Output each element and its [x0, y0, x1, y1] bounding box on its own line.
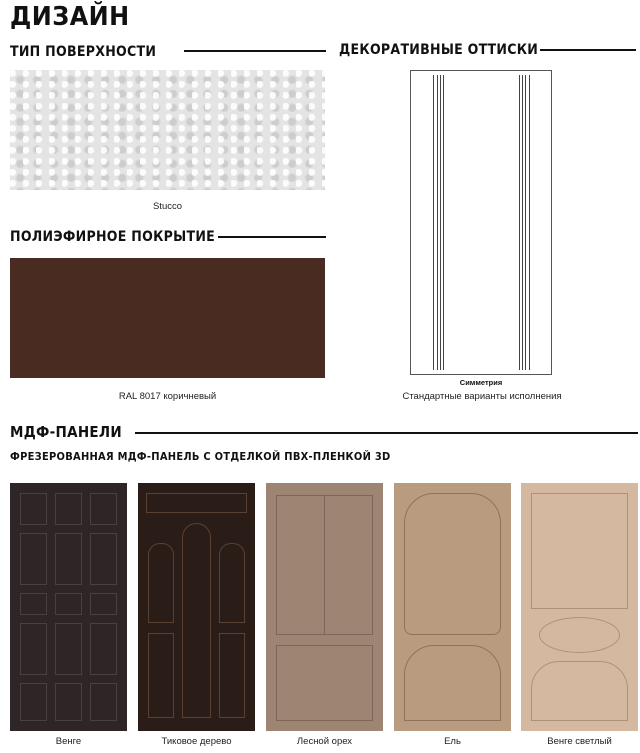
section-rule	[540, 49, 636, 51]
section-title-surface-type: ТИП ПОВЕРХНОСТИ	[10, 44, 157, 60]
section-rule	[135, 432, 638, 434]
print-caption: Стандартные варианты исполнения	[402, 391, 562, 402]
mdf-subtitle: ФРЕЗЕРОВАННАЯ МДФ-ПАНЕЛЬ С ОТДЕЛКОЙ ПВХ-ПЛЕНКОЙ 3D	[10, 450, 391, 463]
door-caption: Лесной орех	[296, 736, 353, 747]
door-spruce	[394, 483, 511, 731]
page-title: ДИЗАЙН	[10, 2, 130, 32]
section-title-decorative-prints: ДЕКОРАТИВНЫЕ ОТТИСКИ	[339, 42, 539, 58]
section-rule	[218, 236, 326, 238]
door-caption: Венге	[55, 736, 82, 747]
symmetry-door-outline	[410, 70, 552, 375]
symmetry-label: Симметрия	[459, 378, 503, 387]
door-forest-walnut	[266, 483, 383, 731]
section-title-polymer-coating: ПОЛИЭФИРНОЕ ПОКРЫТИЕ	[10, 229, 216, 245]
section-title-mdf-panels: МДФ-ПАНЕЛИ	[10, 423, 122, 441]
stucco-texture-swatch	[10, 70, 325, 190]
ral-caption: RAL 8017 коричневый	[118, 391, 217, 402]
door-caption: Венге светлый	[547, 736, 612, 747]
door-teak	[138, 483, 255, 731]
section-rule	[184, 50, 326, 52]
door-caption: Тиковое дерево	[161, 736, 232, 747]
ral-8017-color-swatch	[10, 258, 325, 378]
stucco-caption: Stucco	[152, 201, 183, 212]
door-caption: Ель	[444, 736, 461, 747]
door-light-wenge	[521, 483, 638, 731]
door-wenge	[10, 483, 127, 731]
